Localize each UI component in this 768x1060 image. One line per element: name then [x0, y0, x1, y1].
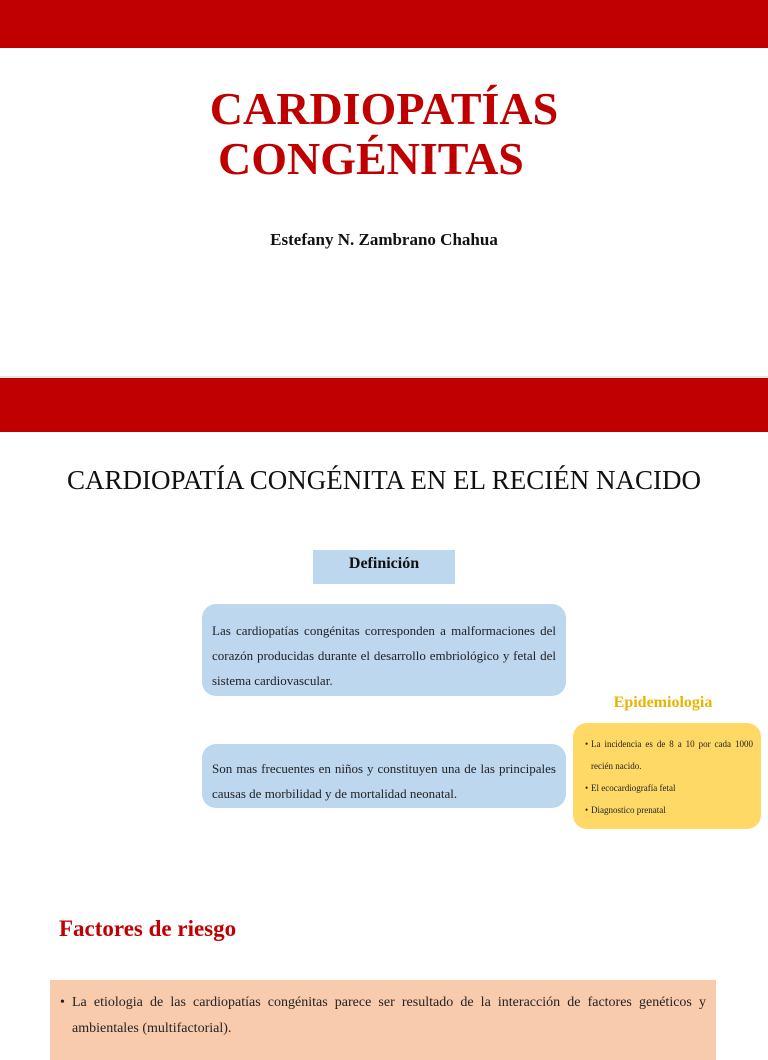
title-line-2: CONGÉNITAS	[218, 133, 524, 184]
epidemiology-box	[573, 723, 761, 829]
author-name: Estefany N. Zambrano Chahua	[270, 230, 498, 249]
risk-factor-item: • La etiologia de las cardiopatías congénitas parece ser resultado de la interacción de factores genéticos y ambientales (multifactorial).	[60, 990, 706, 1042]
title-line-1: CARDIOPATÍAS	[209, 83, 559, 134]
definition-bubble: Las cardiopatías congénitas corresponden a malformaciones del corazón producidas durante el desarrollo embriológico y fetal del sistema cardiovascular.	[202, 604, 566, 696]
risk-factors-title: Factores de riesgo	[59, 916, 237, 941]
header-red-bar	[0, 378, 768, 432]
epidemiology-item: • El ecocardiografía fetal	[585, 777, 753, 799]
epidemiology-list	[585, 733, 753, 821]
frequency-bubble: Son mas frecuentes en niños y constituyen una de las principales causas de morbilidad y de mortalidad neonatal.	[202, 744, 566, 808]
epidemiology-title: Epidemiologia	[613, 694, 713, 711]
epidemiology-item: • Diagnostico prenatal	[585, 799, 753, 821]
definition-label: Definición	[313, 550, 455, 584]
top-red-bar	[0, 0, 768, 48]
risk-factors-list	[60, 990, 706, 1042]
content-slide	[0, 378, 768, 1036]
presentation-title	[0, 84, 768, 184]
title-slide	[0, 0, 768, 376]
risk-factors-box	[50, 980, 716, 1060]
epidemiology-item: • La incidencia es de 8 a 10 por cada 1000 recién nacido.	[585, 733, 753, 777]
slide-heading: CARDIOPATÍA CONGÉNITA EN EL RECIÉN NACIDO	[66, 465, 702, 495]
